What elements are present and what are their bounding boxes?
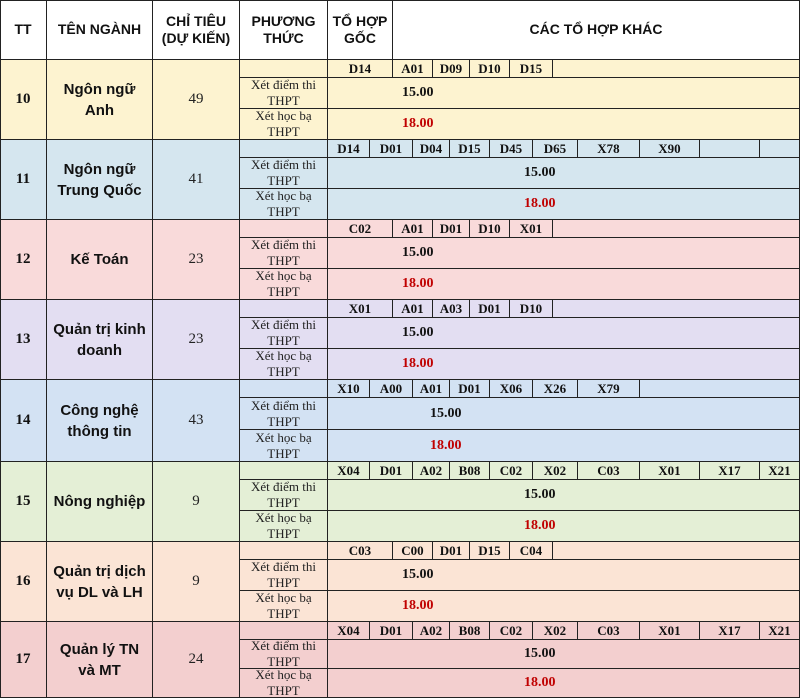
row-tt: 14 (0, 380, 47, 462)
combo-code: X06 (490, 380, 533, 398)
row-tt: 13 (0, 300, 47, 380)
row-tt: 16 (0, 542, 47, 622)
combo-code: D01 (433, 220, 470, 238)
combo-code: X26 (533, 380, 578, 398)
combo-code: D01 (370, 462, 413, 480)
combo-code: D04 (413, 140, 450, 158)
method-label: Xét điểm thi THPT (240, 238, 328, 269)
combo-code: D15 (450, 140, 490, 158)
header-quota: CHỈ TIÊU (DỰ KIẾN) (153, 0, 240, 60)
row-major-name: Ngôn ngữ Trung Quốc (47, 140, 153, 220)
row-major-name: Nông nghiệp (47, 462, 153, 542)
combo-code: A01 (393, 60, 433, 78)
score-transcript: 18.00 (328, 669, 800, 698)
score-transcript: 18.00 (328, 591, 800, 622)
combo-code: D10 (470, 60, 510, 78)
method-label: Xét học bạ THPT (240, 430, 328, 462)
combo-code: X10 (328, 380, 370, 398)
combo-code: X21 (760, 622, 800, 640)
method-label: Xét học bạ THPT (240, 109, 328, 140)
method-label: Xét học bạ THPT (240, 349, 328, 380)
method-label: Xét điểm thi THPT (240, 318, 328, 349)
method-label: Xét học bạ THPT (240, 669, 328, 698)
combo-code: X17 (700, 462, 760, 480)
combo-code: A01 (393, 300, 433, 318)
combo-code: D01 (470, 300, 510, 318)
score-transcript: 18.00 (328, 430, 800, 462)
combo-code: C02 (490, 622, 533, 640)
score-exam: 15.00 (328, 318, 800, 349)
header-other-combos: CÁC TỔ HỢP KHÁC (393, 0, 800, 60)
combo-code: B08 (450, 462, 490, 480)
combo-code: D09 (433, 60, 470, 78)
combo-code: C03 (578, 462, 640, 480)
combo-code: A03 (433, 300, 470, 318)
combo-code: X02 (533, 622, 578, 640)
combo-code: A02 (413, 462, 450, 480)
combo-code: D10 (510, 300, 553, 318)
combo-code: X04 (328, 462, 370, 480)
score-transcript: 18.00 (328, 189, 800, 220)
row-major-name: Công nghệ thông tin (47, 380, 153, 462)
header-tt: TT (0, 0, 47, 60)
score-exam: 15.00 (328, 398, 800, 430)
combo-code: D01 (450, 380, 490, 398)
combo-code: X04 (328, 622, 370, 640)
combo-code: D15 (510, 60, 553, 78)
row-quota: 41 (153, 140, 240, 220)
method-label: Xét điểm thi THPT (240, 480, 328, 511)
score-exam: 15.00 (328, 78, 800, 109)
row-major-name: Quản lý TN và MT (47, 622, 153, 698)
combo-code: X01 (640, 462, 700, 480)
combo-code: A02 (413, 622, 450, 640)
method-label: Xét điểm thi THPT (240, 78, 328, 109)
row-major-name: Kế Toán (47, 220, 153, 300)
combo-code: D14 (328, 140, 370, 158)
combo-code: X79 (578, 380, 640, 398)
row-tt: 17 (0, 622, 47, 698)
combo-code: X01 (640, 622, 700, 640)
row-tt: 11 (0, 140, 47, 220)
combo-code: D65 (533, 140, 578, 158)
combo-code: D14 (328, 60, 393, 78)
row-quota: 9 (153, 542, 240, 622)
score-transcript: 18.00 (328, 269, 800, 300)
combo-code: C02 (490, 462, 533, 480)
row-quota: 23 (153, 220, 240, 300)
combo-code: C00 (393, 542, 433, 560)
row-tt: 12 (0, 220, 47, 300)
row-quota: 23 (153, 300, 240, 380)
score-exam: 15.00 (328, 560, 800, 591)
combo-code: C03 (328, 542, 393, 560)
row-quota: 9 (153, 462, 240, 542)
row-major-name: Ngôn ngữ Anh (47, 60, 153, 140)
score-transcript: 18.00 (328, 109, 800, 140)
method-label: Xét điểm thi THPT (240, 398, 328, 430)
method-label: Xét điểm thi THPT (240, 158, 328, 189)
combo-code: X90 (640, 140, 700, 158)
combo-code: X01 (510, 220, 553, 238)
method-label: Xét học bạ THPT (240, 189, 328, 220)
score-exam: 15.00 (328, 238, 800, 269)
header-base-combo: TỔ HỢP GỐC (328, 0, 393, 60)
method-label: Xét học bạ THPT (240, 591, 328, 622)
method-label: Xét học bạ THPT (240, 269, 328, 300)
combo-code: D15 (470, 542, 510, 560)
combo-code: D01 (370, 622, 413, 640)
method-label: Xét học bạ THPT (240, 511, 328, 542)
combo-code: B08 (450, 622, 490, 640)
row-tt: 10 (0, 60, 47, 140)
row-quota: 24 (153, 622, 240, 698)
method-label: Xét điểm thi THPT (240, 640, 328, 669)
method-label: Xét điểm thi THPT (240, 560, 328, 591)
combo-code: D01 (433, 542, 470, 560)
score-transcript: 18.00 (328, 349, 800, 380)
combo-code: X17 (700, 622, 760, 640)
row-tt: 15 (0, 462, 47, 542)
row-quota: 49 (153, 60, 240, 140)
combo-code: C03 (578, 622, 640, 640)
combo-code: X01 (328, 300, 393, 318)
row-major-name: Quản trị kinh doanh (47, 300, 153, 380)
combo-code: X02 (533, 462, 578, 480)
combo-code: A01 (393, 220, 433, 238)
score-exam: 15.00 (328, 640, 800, 669)
combo-code: X21 (760, 462, 800, 480)
score-exam: 15.00 (328, 480, 800, 511)
header-method: PHƯƠNG THỨC (240, 0, 328, 60)
combo-code: D01 (370, 140, 413, 158)
combo-code: D45 (490, 140, 533, 158)
combo-code: C04 (510, 542, 553, 560)
score-exam: 15.00 (328, 158, 800, 189)
combo-code: X78 (578, 140, 640, 158)
combo-code: C02 (328, 220, 393, 238)
row-quota: 43 (153, 380, 240, 462)
combo-code: A01 (413, 380, 450, 398)
combo-code: A00 (370, 380, 413, 398)
combo-code: D10 (470, 220, 510, 238)
header-name: TÊN NGÀNH (47, 0, 153, 60)
row-major-name: Quản trị dịch vụ DL và LH (47, 542, 153, 622)
score-transcript: 18.00 (328, 511, 800, 542)
